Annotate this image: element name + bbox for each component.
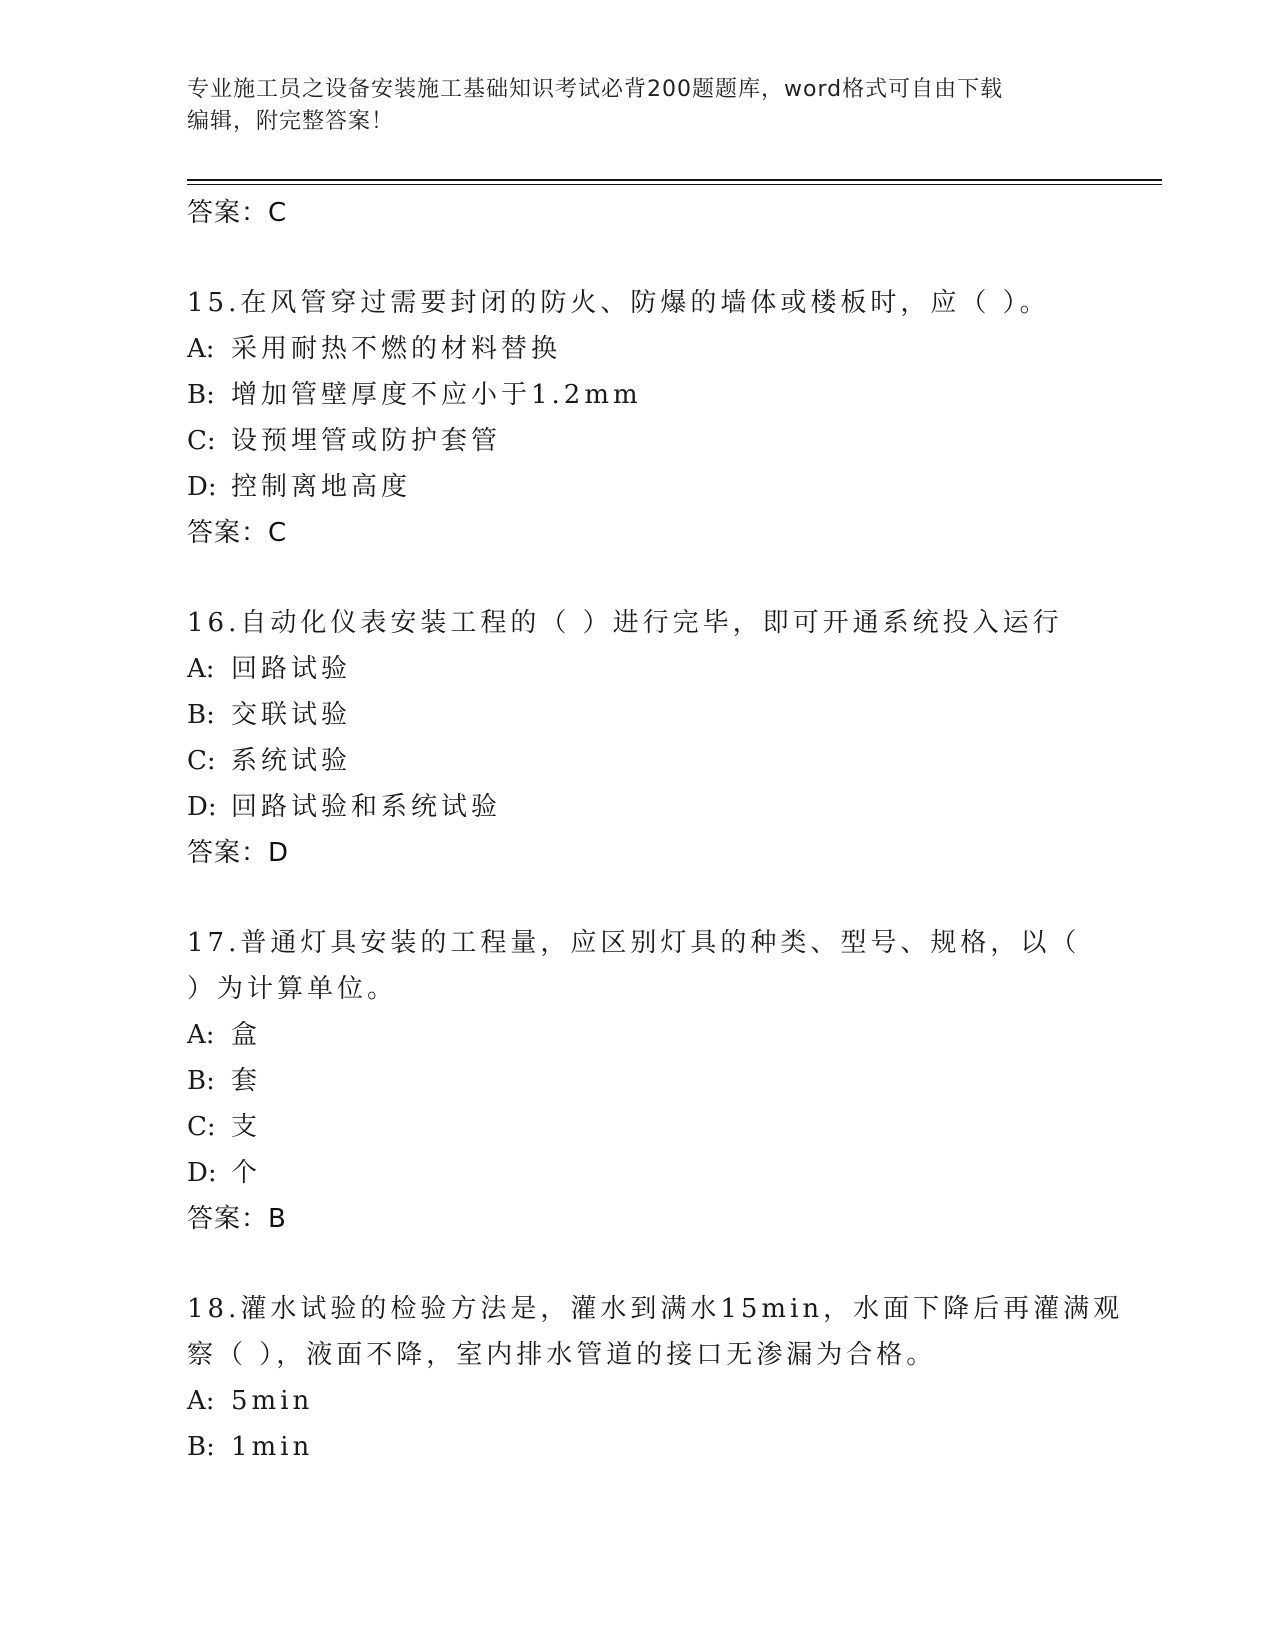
header-rule-thick [187, 179, 1162, 181]
answer-value: B [268, 1204, 287, 1234]
option-letter: A: [187, 1020, 215, 1050]
answer-value: C [268, 518, 288, 548]
question-text: 18.灌水试验的检验方法是，灌水到满水15min，水面下降后再灌满观 [187, 1294, 1124, 1324]
question-gap [187, 556, 1087, 600]
answer-line [187, 1196, 1087, 1242]
option-text: 回路试验 [231, 654, 352, 684]
option-letter: D: [187, 472, 217, 502]
option-letter: B: [187, 700, 215, 730]
document-header [187, 74, 1067, 138]
question-block [187, 280, 1087, 556]
answer-line [187, 510, 1087, 556]
question-text: ）为计算单位。 [187, 974, 398, 1004]
question-gap [187, 236, 1087, 280]
question-block [187, 1286, 1124, 1470]
header-line-2: 编辑，附完整答案！ [187, 109, 395, 134]
question-gap [187, 876, 1087, 920]
option-text: 1min [231, 1432, 314, 1462]
option-item [187, 326, 1087, 372]
answer-line [187, 190, 1087, 236]
option-text: 盒 [231, 1020, 262, 1050]
option-item [187, 784, 1087, 830]
answer-value: D [268, 838, 290, 868]
option-item [187, 1104, 1087, 1150]
option-letter: A: [187, 334, 215, 364]
option-letter: C: [187, 426, 216, 456]
option-letter: C: [187, 746, 216, 776]
option-text: 套 [231, 1066, 262, 1096]
option-item [187, 692, 1087, 738]
answer-prefix: 答案： [187, 198, 269, 228]
question-text: 15.在风管穿过需要封闭的防火、防爆的墙体或楼板时，应（ ）。 [187, 288, 1050, 318]
option-text: 设预埋管或防护套管 [231, 426, 502, 456]
option-letter: B: [187, 1066, 215, 1096]
question-text: 17.普通灯具安装的工程量，应区别灯具的种类、型号、规格，以（ [187, 928, 1081, 958]
option-item [187, 372, 1087, 418]
question-block [187, 600, 1087, 876]
answer-value: C [268, 198, 288, 228]
option-letter: C: [187, 1112, 216, 1142]
option-letter: B: [187, 380, 215, 410]
answer-prefix: 答案： [187, 518, 269, 548]
option-item [187, 1150, 1087, 1196]
option-item [187, 1424, 1087, 1470]
question-list [187, 190, 1124, 1470]
option-text: 采用耐热不燃的材料替换 [231, 334, 562, 364]
question-text: 16.自动化仪表安装工程的（ ）进行完毕，即可开通系统投入运行 [187, 608, 1063, 638]
option-item [187, 464, 1087, 510]
option-item [187, 418, 1087, 464]
header-line-1: 专业施工员之设备安装施工基础知识考试必背200题题库，word格式可自由下载 [187, 77, 1004, 102]
option-letter: D: [187, 792, 217, 822]
option-letter: A: [187, 654, 215, 684]
option-item [187, 1378, 1087, 1424]
option-item [187, 1012, 1087, 1058]
header-rule-thin [187, 184, 1162, 185]
answer-prefix: 答案： [187, 838, 269, 868]
question-gap [187, 1242, 1087, 1286]
option-text: 系统试验 [231, 746, 352, 776]
option-letter: B: [187, 1432, 215, 1462]
option-letter: D: [187, 1158, 217, 1188]
option-text: 增加管壁厚度不应小于1.2mm [231, 380, 642, 410]
question-text: 察（ ），液面不降，室内排水管道的接口无渗漏为合格。 [187, 1340, 937, 1370]
answer-prefix: 答案： [187, 1204, 269, 1234]
option-text: 5min [231, 1386, 314, 1416]
option-text: 支 [231, 1112, 262, 1142]
option-item [187, 646, 1087, 692]
option-text: 回路试验和系统试验 [231, 792, 502, 822]
option-text: 个 [231, 1158, 262, 1188]
option-item [187, 1058, 1087, 1104]
question-block [187, 920, 1087, 1242]
answer-line [187, 830, 1087, 876]
option-text: 控制离地高度 [231, 472, 412, 502]
option-text: 交联试验 [231, 700, 352, 730]
option-item [187, 738, 1087, 784]
option-letter: A: [187, 1386, 215, 1416]
